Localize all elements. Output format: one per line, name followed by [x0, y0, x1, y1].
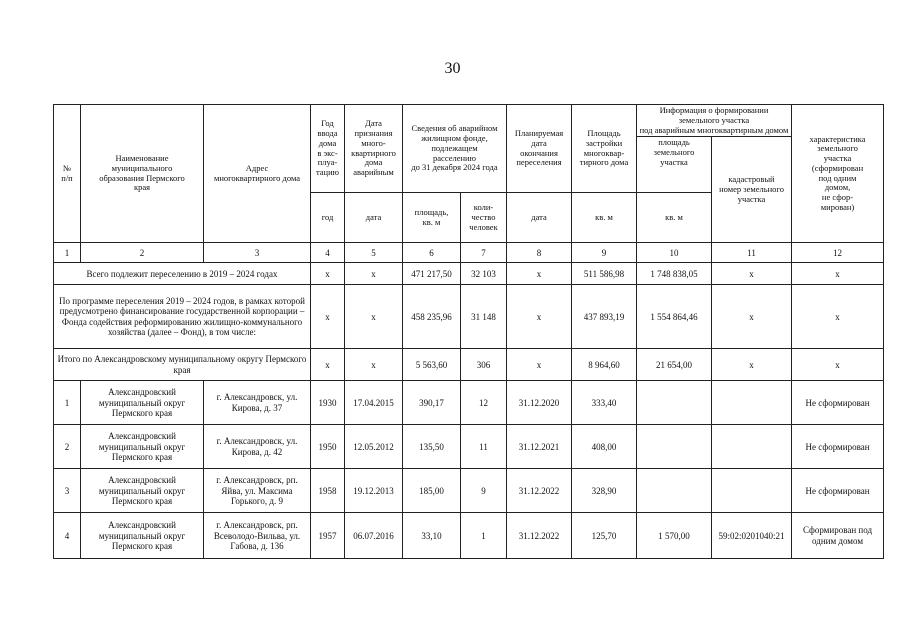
row-built-area: 333,40	[572, 381, 637, 425]
row-people: 9	[461, 469, 507, 513]
table-row	[54, 425, 884, 469]
header-num: № п/п	[54, 105, 81, 243]
header-municipality: Наименование муниципального образования Пермского края	[81, 105, 204, 243]
summary-recognition-date: х	[345, 263, 403, 285]
row-built-area: 408,00	[572, 425, 637, 469]
column-number: 9	[572, 243, 637, 263]
row-area: 33,10	[403, 513, 461, 559]
row-municipality: Александровский муниципальный округ Пермского края	[81, 381, 204, 425]
row-address: г. Александровск, ул. Кирова, д. 42	[204, 425, 311, 469]
row-built-area: 125,70	[572, 513, 637, 559]
row-people: 11	[461, 425, 507, 469]
unit-planned-date: дата	[507, 193, 572, 243]
row-municipality: Александровский муниципальный округ Пермского края	[81, 513, 204, 559]
unit-area: площадь, кв. м	[403, 193, 461, 243]
unit-built-area: кв. м	[572, 193, 637, 243]
row-address: г. Александровск, рп. Яйва, ул. Максима Горького, д. 9	[204, 469, 311, 513]
summary-built-area: 8 964,60	[572, 349, 637, 381]
summary-year: х	[311, 263, 345, 285]
summary-recognition-date: х	[345, 285, 403, 349]
row-cadastral	[712, 469, 792, 513]
row-num: 4	[54, 513, 81, 559]
summary-people: 32 103	[461, 263, 507, 285]
header-characteristic: характеристика земельного участка (сформирован под одним домом, не сфор- мирован)	[792, 105, 884, 243]
row-municipality: Александровский муниципальный округ Пермского края	[81, 425, 204, 469]
row-area: 135,50	[403, 425, 461, 469]
row-year: 1950	[311, 425, 345, 469]
summary-people: 31 148	[461, 285, 507, 349]
column-numbers-row	[54, 243, 884, 263]
summary-area: 458 235,96	[403, 285, 461, 349]
summary-characteristic: х	[792, 349, 884, 381]
row-planned-date: 31.12.2022	[507, 469, 572, 513]
column-number: 8	[507, 243, 572, 263]
column-number: 1	[54, 243, 81, 263]
summary-area: 5 563,60	[403, 349, 461, 381]
row-year: 1957	[311, 513, 345, 559]
row-land-area	[637, 381, 712, 425]
table-row	[54, 381, 884, 425]
row-characteristic: Не сформирован	[792, 425, 884, 469]
row-characteristic: Сформирован под одним домом	[792, 513, 884, 559]
summary-cadastral: х	[712, 349, 792, 381]
row-land-area	[637, 425, 712, 469]
row-characteristic: Не сформирован	[792, 381, 884, 425]
column-number: 5	[345, 243, 403, 263]
header-address: Адрес многоквартирного дома	[204, 105, 311, 243]
header-planned-date: Планируемая дата окончания переселения	[507, 105, 572, 193]
row-area: 390,17	[403, 381, 461, 425]
row-recognition-date: 17.04.2015	[345, 381, 403, 425]
column-number: 2	[81, 243, 204, 263]
summary-characteristic: х	[792, 263, 884, 285]
row-area: 185,00	[403, 469, 461, 513]
unit-people: коли- чество человек	[461, 193, 507, 243]
summary-planned-date: х	[507, 285, 572, 349]
table-row	[54, 513, 884, 559]
row-year: 1930	[311, 381, 345, 425]
summary-recognition-date: х	[345, 349, 403, 381]
row-land-area	[637, 469, 712, 513]
header-cadastral: кадастровый номер земельного участка	[712, 137, 792, 243]
row-characteristic: Не сформирован	[792, 469, 884, 513]
header-built-area: Площадь застройки многоквар- тирного дома	[572, 105, 637, 193]
row-num: 3	[54, 469, 81, 513]
row-recognition-date: 19.12.2013	[345, 469, 403, 513]
column-number: 6	[403, 243, 461, 263]
column-number: 7	[461, 243, 507, 263]
summary-label: По программе переселения 2019 – 2024 годов, в рамках которой предусмотрено финансирование государственной корпорации – Фонда содействия реформированию жилищно-коммунального хозяйства (далее – Фонд), в том числе:	[54, 285, 311, 349]
summary-year: х	[311, 349, 345, 381]
unit-recognition-date: дата	[345, 193, 403, 243]
row-num: 1	[54, 381, 81, 425]
row-people: 1	[461, 513, 507, 559]
column-number: 10	[637, 243, 712, 263]
unit-land-area: кв. м	[637, 193, 712, 243]
summary-area: 471 217,50	[403, 263, 461, 285]
summary-planned-date: х	[507, 349, 572, 381]
header-emergency-fund: Сведения об аварийном жилищном фонде, подлежащем расселению до 31 декабря 2024 года	[403, 105, 507, 193]
summary-row-fund	[54, 285, 884, 349]
row-cadastral	[712, 425, 792, 469]
row-municipality: Александровский муниципальный округ Пермского края	[81, 469, 204, 513]
header-land-area: площадь земельного участка	[637, 137, 712, 193]
row-planned-date: 31.12.2020	[507, 381, 572, 425]
summary-cadastral: х	[712, 263, 792, 285]
summary-row-district	[54, 349, 884, 381]
summary-cadastral: х	[712, 285, 792, 349]
summary-characteristic: х	[792, 285, 884, 349]
column-number: 3	[204, 243, 311, 263]
column-number: 12	[792, 243, 884, 263]
resettlement-table	[53, 104, 884, 559]
summary-built-area: 511 586,98	[572, 263, 637, 285]
summary-label: Итого по Александровскому муниципальному округу Пермского края	[54, 349, 311, 381]
row-planned-date: 31.12.2021	[507, 425, 572, 469]
summary-row-total	[54, 263, 884, 285]
row-built-area: 328,90	[572, 469, 637, 513]
summary-land-area: 1 748 838,05	[637, 263, 712, 285]
row-land-area: 1 570,00	[637, 513, 712, 559]
header-recognition-date: Дата признания много- квартирного дома аварийным	[345, 105, 403, 193]
summary-planned-date: х	[507, 263, 572, 285]
summary-year: х	[311, 285, 345, 349]
summary-people: 306	[461, 349, 507, 381]
header-year: Год ввода дома в экс- плуа- тацию	[311, 105, 345, 193]
row-num: 2	[54, 425, 81, 469]
column-number: 4	[311, 243, 345, 263]
row-address: г. Александровск, рп. Всеволодо-Вильва, ул. Габова, д. 136	[204, 513, 311, 559]
table-row	[54, 469, 884, 513]
row-planned-date: 31.12.2022	[507, 513, 572, 559]
summary-land-area: 1 554 864,46	[637, 285, 712, 349]
row-people: 12	[461, 381, 507, 425]
row-cadastral	[712, 381, 792, 425]
row-cadastral: 59:02:0201040:21	[712, 513, 792, 559]
row-recognition-date: 12.05.2012	[345, 425, 403, 469]
header-land-info: Информация о формировании земельного участка под аварийным многоквартирным домом	[637, 105, 792, 137]
page-number: 30	[444, 60, 461, 77]
summary-built-area: 437 893,19	[572, 285, 637, 349]
summary-land-area: 21 654,00	[637, 349, 712, 381]
column-number: 11	[712, 243, 792, 263]
header-row-1	[54, 105, 884, 137]
unit-year: год	[311, 193, 345, 243]
row-recognition-date: 06.07.2016	[345, 513, 403, 559]
row-address: г. Александровск, ул. Кирова, д. 37	[204, 381, 311, 425]
summary-label: Всего подлежит переселению в 2019 – 2024 годах	[54, 263, 311, 285]
row-year: 1958	[311, 469, 345, 513]
